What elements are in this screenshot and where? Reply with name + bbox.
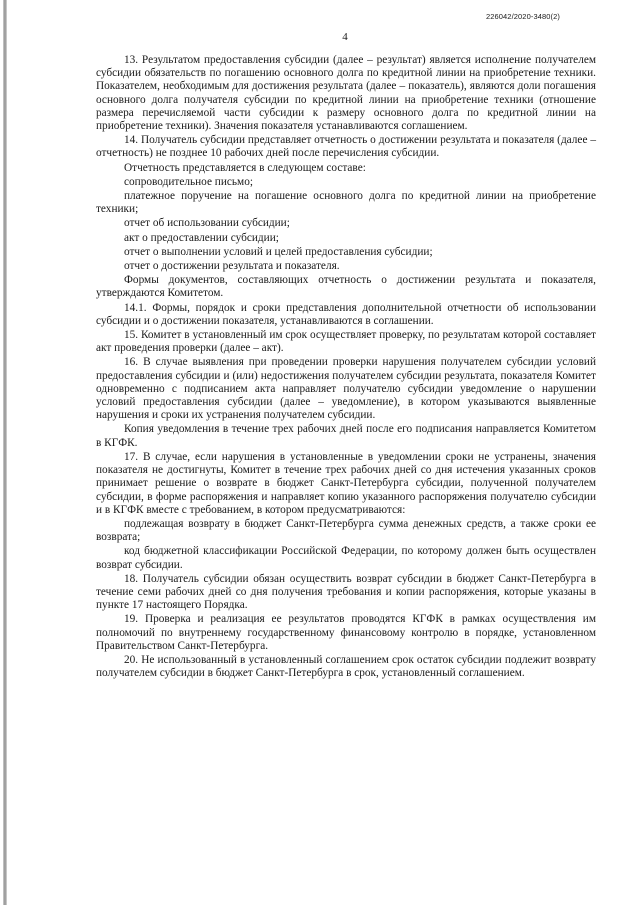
report-item-cover-letter: сопроводительное письмо; (124, 175, 253, 188)
paragraph-19: 19. Проверка и реализация ее результатов проводятся КГФК в рамках осуществления им полномочий по внутреннему государственному финансовому контролю в порядке, установленном Правительством Санкт-Петербурга. (96, 613, 596, 652)
paragraph-15: 15. Комитет в установленный им срок осуществляет проверку, по результатам которой составляет акт проведения проверки (далее – акт). (96, 329, 596, 355)
document-body (96, 54, 596, 681)
page-number: 4 (342, 31, 348, 43)
paragraph-17-amount: подлежащая возврату в бюджет Санкт-Петербурга сумма денежных средств, а также сроки ее возврата; (96, 517, 596, 544)
paragraph-17: 17. В случае, если нарушения в установленные в уведомлении сроки не устранены, значения показателя не достигнуты, Комитет в течение трех рабочих дней со дня истечения указанных сроков принимает решение о возврате в бюджет Санкт-Петербурга субсидии, полученной получателем субсидии, в форме распоряжения и направляет копию указанного распоряжения получателю субсидии и в КГФК вместе с требованием, в котором предусматриваются: (96, 450, 596, 516)
paragraph-17-code: код бюджетной классификации Российской Федерации, по которому должен быть осуществлен возврат субсидии. (96, 545, 596, 571)
report-composition-intro: Отчетность представляется в следующем составе: (124, 161, 366, 174)
report-item-conditions: отчет о выполнении условий и целей предоставления субсидии; (124, 245, 433, 258)
paragraph-forms: Формы документов, составляющих отчетность о достижении результата и показателя, утверждаются Комитетом. (96, 274, 596, 300)
paragraph-13: 13. Результатом предоставления субсидии (далее – результат) является исполнение получателем субсидии обязательств по погашению основного долга по кредитной линии на приобретение техники. Показателем, необходимым для достижения результата (далее – показатель), являются доли погашения основного долга получателя субсидии по кредитной линии на приобретение техники (отношение размера перечисляемой части субсидии к размеру основного долга по кредитной линии на приобретение техники). Значения показателя устанавливаются соглашением. (96, 54, 596, 133)
scan-edge-bar (3, 0, 7, 905)
paragraph-14-1: 14.1. Формы, порядок и сроки представления дополнительной отчетности об использовании субсидии и о достижении показателя, устанавливаются в соглашении. (96, 301, 596, 327)
document-code: 226042/2020-3480(2) (485, 12, 560, 21)
report-item-payment-order: платежное поручение на погашение основного долга по кредитной линии на приобретение техники; (96, 190, 596, 216)
paragraph-16-copy: Копия уведомления в течение трех рабочих дней после его подписания направляется Комитетом в КГФК. (96, 423, 596, 449)
paragraph-20: 20. Не использованный в установленный соглашением срок остаток субсидии подлежит возврату получателем субсидии в бюджет Санкт-Петербурга в срок, установленный соглашением. (96, 653, 596, 680)
report-item-usage: отчет об использовании субсидии; (124, 217, 290, 230)
paragraph-18: 18. Получатель субсидии обязан осуществить возврат субсидии в бюджет Санкт-Петербурга в течение семи рабочих дней со дня получения требования и копии распоряжения, которые указаны в пункте 17 настоящего Порядка. (96, 572, 596, 612)
paragraph-14: 14. Получатель субсидии представляет отчетность о достижении результата и показателя (далее – отчетность) не позднее 10 рабочих дней после перечисления субсидии. (96, 134, 596, 160)
report-item-act: акт о предоставлении субсидии; (124, 231, 279, 244)
report-item-result: отчет о достижении результата и показателя. (124, 260, 340, 273)
paragraph-16: 16. В случае выявления при проведении проверки нарушения получателем субсидии условий предоставления субсидии и (или) недостижения получателем субсидии результата, показателя Комитет одновременно с подписанием акта направляет получателю субсидии уведомление о нарушении условий предоставления субсидии (далее – уведомление), в котором указываются выявленные нарушения и сроки их устранения получателем субсидии. (96, 356, 596, 422)
